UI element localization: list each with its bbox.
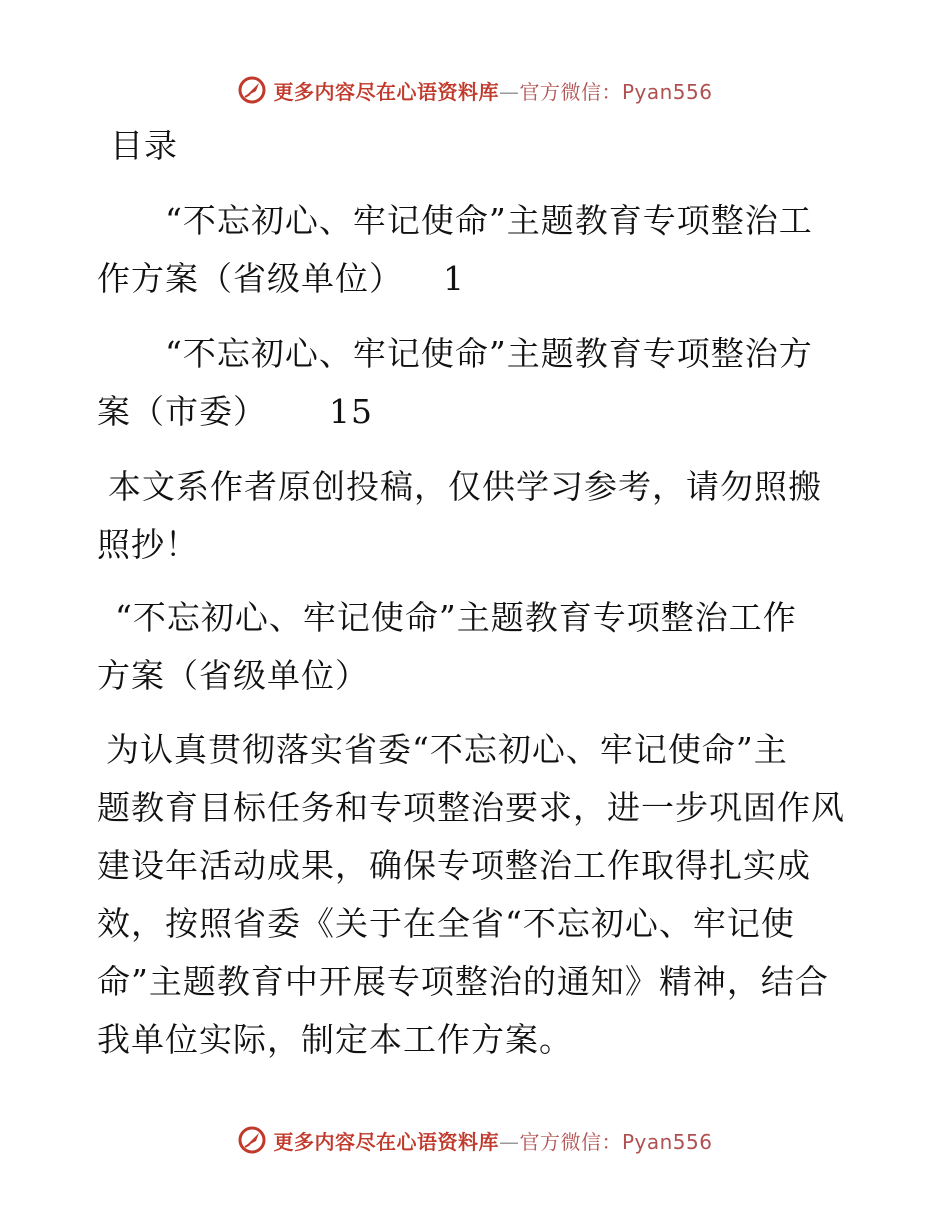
toc-entry-1-title: 作方案（省级单位） (97, 259, 403, 298)
body-line-4: 效，按照省委《关于在全省“不忘初心、牢记使 (97, 904, 795, 943)
toc-title: 目录 (110, 126, 178, 165)
toc-entry-2-title: 案（市委） (97, 392, 267, 431)
footer-banner-dash: — (498, 1129, 520, 1154)
toc-entry-1-line1[interactable]: “不忘初心、牢记使命”主题教育专项整治工 (165, 201, 813, 240)
toc-entry-1-page: 1 (443, 259, 465, 298)
footer-banner (0, 1120, 950, 1160)
section-heading-line-2: 方案（省级单位） (97, 656, 369, 695)
body-line-1: 为认真贯彻落实省委“不忘初心、牢记使命”主 (106, 730, 788, 769)
quill-logo-icon (237, 75, 267, 105)
banner-title: 更多内容尽在心语资料库 (273, 79, 499, 104)
section-heading-line-1: “不忘初心、牢记使命”主题教育专项整治工作 (115, 598, 797, 637)
body-line-6: 我单位实际，制定本工作方案。 (97, 1020, 573, 1059)
footer-banner-wechat: 官方微信：Pyan556 (519, 1129, 713, 1154)
notice-line-1: 本文系作者原创投稿，仅供学习参考，请勿照搬 (108, 467, 822, 506)
toc-entry-2-line1[interactable]: “不忘初心、牢记使命”主题教育专项整治方 (165, 334, 813, 373)
body-line-5: 命”主题教育中开展专项整治的通知》精神，结合 (97, 962, 829, 1001)
body-line-3: 建设年活动成果，确保专项整治工作取得扎实成 (97, 846, 811, 885)
banner-dash: — (498, 79, 520, 104)
body-line-2: 题教育目标任务和专项整治要求，进一步巩固作风 (97, 788, 845, 827)
quill-logo-icon (237, 1125, 267, 1155)
banner-wechat: 官方微信：Pyan556 (519, 79, 713, 104)
header-banner (0, 70, 950, 110)
toc-entry-2-line2[interactable] (97, 392, 373, 432)
toc-entry-2-page: 15 (329, 392, 373, 431)
toc-entry-1-line2[interactable] (97, 259, 465, 299)
footer-banner-title: 更多内容尽在心语资料库 (273, 1129, 499, 1154)
notice-line-2: 照抄！ (97, 525, 199, 564)
